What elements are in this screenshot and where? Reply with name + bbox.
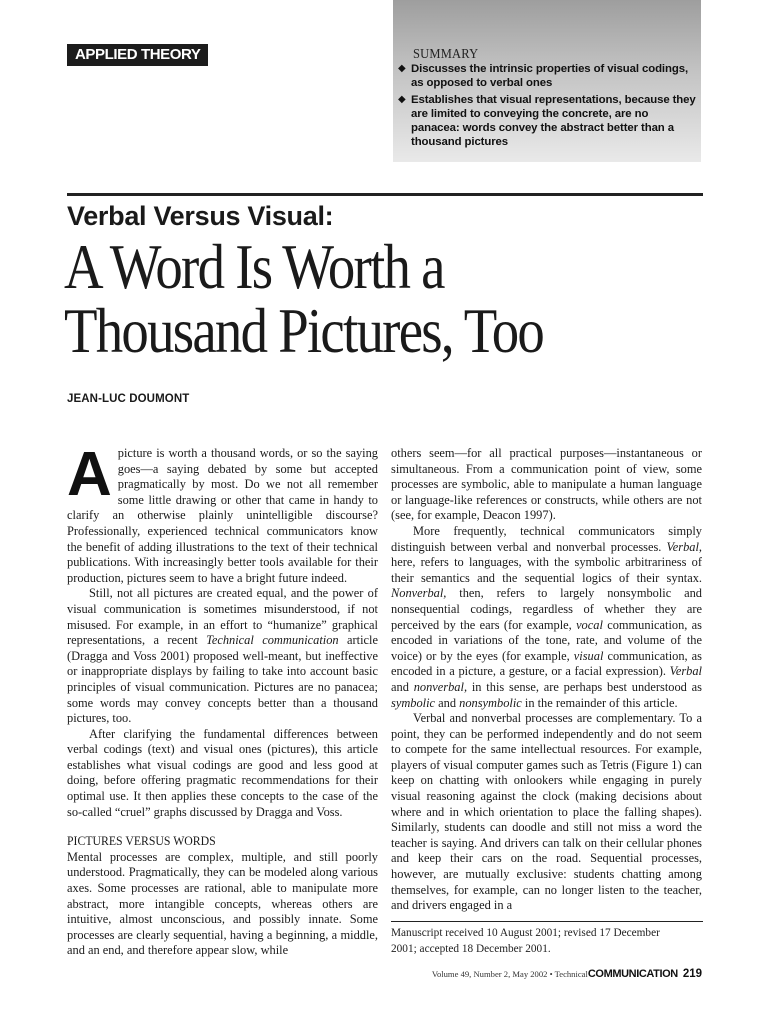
paragraph: After clarifying the fundamental differences between verbal codings (text) and visual ones (pictures), this article establishes what visual codings are good and less good at doing, before offering pragmatic recommendations for their optimal use. It then applies these concepts to the case of the so-called “cruel” graphs discussed by Dragga and Voss. (67, 726, 378, 819)
paragraph: others seem—for all practical purposes—instantaneous or simultaneous. From a communication point of view, some processes are symbolic, able to manipulate a human language or language-like references or constructs, while others are not (see, for example, Deacon 1997). (391, 446, 702, 523)
summary-item (398, 93, 698, 149)
article-title (64, 232, 621, 366)
text-run: communication, as encoded in variations of the tone, rate, and volume of the voice) or by the eyes (for example, (391, 617, 702, 663)
footnote-line: 2001; accepted 18 December 2001. (391, 943, 551, 955)
text-run: and (435, 695, 460, 710)
diamond-bullet-icon: ◆ (398, 94, 406, 105)
author-name: JEAN-LUC DOUMONT (67, 393, 190, 405)
manuscript-footnote (391, 925, 703, 957)
summary-box (393, 0, 701, 162)
journal-brand: COMMUNICATION (587, 968, 678, 980)
page-footer (380, 968, 702, 980)
page-number: 219 (682, 968, 702, 980)
left-column (67, 440, 378, 959)
paragraph: Verbal and nonverbal processes are complementary. To a point, they can be performed independently and do not seem to compete for the same intellectual resources. For example, players of visual computer games such as Tetris (Figure 1) can keep on chatting with onlookers while engaging in purely visual reasoning against the clock (making decisions about where and in which orientation to place the falling shapes). Similarly, students can doodle and still not miss a word the teacher is saying. And drivers can talk on their cellular phones and keep their cars on the road. Sequential processes, however, are mutually exclusive: students chatting among themselves, for example, can no longer listen to the teacher, and drivers engaged in a (391, 711, 702, 913)
footnote-rule (391, 921, 703, 922)
article-kicker: Verbal Versus Visual: (67, 201, 334, 231)
summary-title: SUMMARY (413, 46, 479, 62)
title-line-2: Thousand Pictures, Too (64, 296, 544, 366)
paragraph-text: picture is worth a thousand words, or so the saying goes—a saying debated by some but accepted pragmatically by most. Do we not all remember some little drawing or other that came in handy to clarify an otherwise plainly unintelligible discourse? Professionally, experienced technical communicators know the benefit of adding illustrations to the text of their technical publications. With increasingly better tools available for their production, pictures seem to have a bright future indeed. (67, 446, 378, 585)
summary-item-text: Discusses the intrinsic properties of visual codings, as opposed to verbal ones (411, 63, 689, 89)
section-heading: PICTURES VERSUS WORDS (67, 834, 216, 849)
diamond-bullet-icon: ◆ (398, 63, 406, 74)
text-run: More frequently, technical communicators simply distinguish between verbal and nonverbal processes. (391, 523, 702, 554)
emphasis: nonverbal, (413, 679, 468, 694)
issue-info: Volume 49, Number 2, May 2002 • Technical (431, 969, 588, 979)
paragraph: Mental processes are complex, multiple, and still poorly understood. Pragmatically, they can be modeled along various axes. Some processes are rational, able to manipulate more abstract, more intangible concepts, whereas others are intuitive, almost unconscious, and possibly innate. Some processes are clearly sequential, having a beginning, a middle, and an end, and therefore appear slow, while (67, 849, 378, 958)
emphasis: Nonverbal, (391, 586, 447, 601)
emphasis: Verbal (669, 664, 702, 679)
section-tag: APPLIED THEORY (67, 44, 208, 66)
emphasis: symbolic (391, 695, 436, 710)
paragraph (67, 440, 378, 586)
text-run: in this sense, are perhaps best understood as (467, 679, 702, 694)
text-run: here, refers to languages, with the symbolic arbitrariness of their semantics and the sequential logics of their syntax. (391, 555, 702, 585)
emphasis: Verbal, (666, 539, 702, 554)
drop-cap: A (67, 440, 112, 509)
text-run: article (Dragga and Voss 2001) proposed well-meant, but ineffective or inappropriate displays by failing to take into account basic principles of visual communication. Pictures are no panacea; some words may convey concepts better than a thousand pictures, too. (67, 633, 378, 726)
text-run: communication, as encoded in a picture, a gesture, or a facial expression). (391, 648, 702, 679)
title-rule (67, 193, 703, 196)
paragraph (391, 524, 702, 711)
footnote-line: Manuscript received 10 August 2001; revised 17 December (391, 927, 660, 939)
emphasis: visual (573, 648, 604, 663)
summary-item-text: Establishes that visual representations, because they are limited to conveying the concrete, are no panacea: words convey the abstract better than a thousand pictures (411, 94, 696, 148)
paragraph (67, 586, 378, 726)
summary-item (398, 62, 698, 90)
text-run: in the remainder of this article. (521, 695, 678, 710)
emphasis: vocal (576, 617, 603, 632)
journal-title: Technical communication (206, 633, 339, 648)
summary-list (398, 62, 698, 152)
emphasis: nonsymbolic (459, 695, 522, 710)
title-line-1: A Word Is Worth a (64, 232, 444, 302)
text-run: Still, not all pictures are created equal, and the power of visual communication is sometimes misunderstood, if not misused. For example, in an effort to “humanize” graphical representations, a recent (67, 586, 378, 648)
right-column (391, 446, 702, 914)
text-run: and (391, 679, 414, 694)
text-run: then, refers to largely nonsymbolic and nonsequential codings, regardless of whether they are perceived by the ears (for example, (391, 586, 702, 632)
